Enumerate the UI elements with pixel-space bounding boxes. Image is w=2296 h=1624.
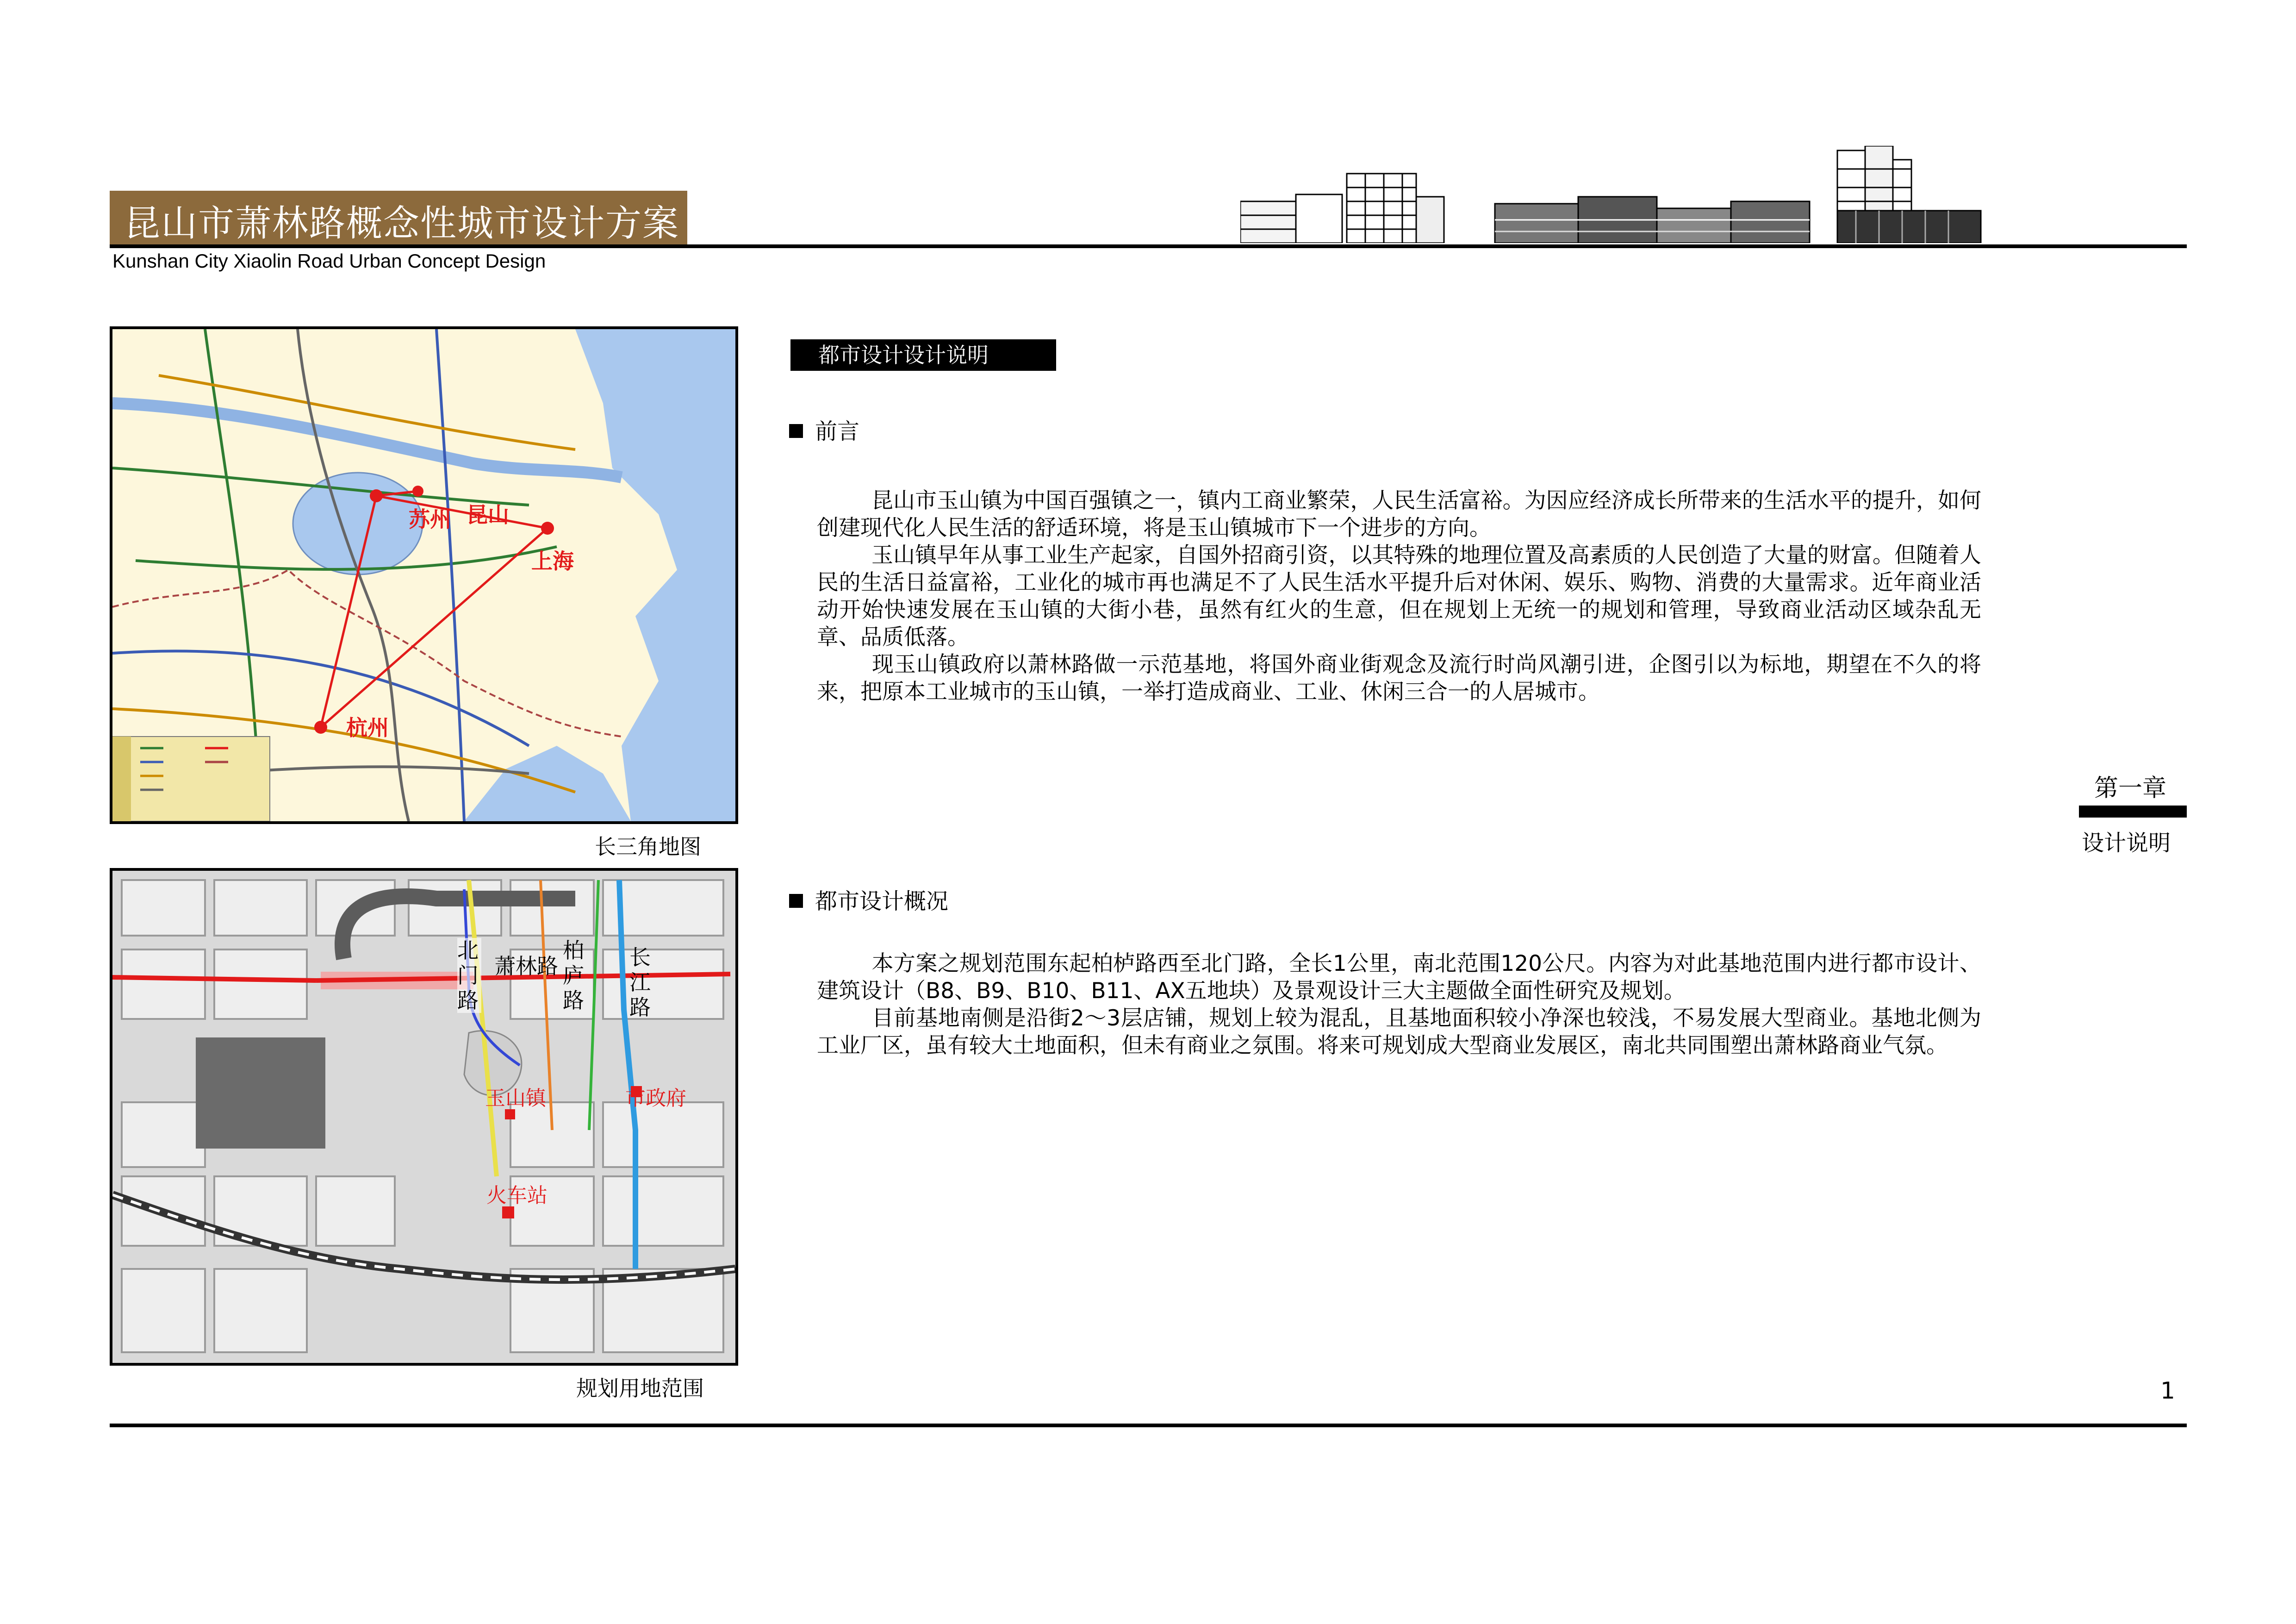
map2-caption: 规划用地范围 <box>576 1376 704 1401</box>
label-yushan-town: 玉山镇 <box>485 1087 546 1110</box>
label-kunshan: 昆山 <box>467 502 509 527</box>
chapter-title: 第一章 <box>2094 775 2167 802</box>
road-label-xiaolin: 萧林路 <box>494 954 558 979</box>
yangtze-delta-map <box>110 326 738 824</box>
label-shanghai: 上海 <box>531 549 574 574</box>
overview-heading-text: 都市设计概况 <box>815 888 949 914</box>
preface-body <box>817 487 1981 706</box>
section-label: 都市设计设计说明 <box>790 339 1056 371</box>
overview-paragraph: 本方案之规划范围东起柏栌路西至北门路，全长1公里，南北范围120公尺。内容为对此基地范围内进行都市设计、建筑设计（B8、B9、B10、B11、AX五地块）及景观设计三大主题做全面性研究及规划。 <box>817 951 1981 1004</box>
label-suzhou: 苏州 <box>409 507 451 532</box>
label-hangzhou: 杭州 <box>346 715 389 740</box>
header-rule <box>110 244 2187 248</box>
chapter-rule <box>2079 806 2187 818</box>
road-label-changjiang: 长江路 <box>629 945 651 1020</box>
overview-heading <box>789 883 948 915</box>
preface-heading-text: 前言 <box>815 418 860 444</box>
page-title: 昆山市萧林路概念性城市设计方案 <box>124 203 680 244</box>
preface-paragraph: 玉山镇早年从事工业生产起家，自国外招商引资，以其特殊的地理位置及高素质的人民创造了大量的财富。但随着人民的生活日益富裕，工业化的城市再也满足不了人民生活水平提升后对休闲、娱乐、购物、消费的大量需求。近年商业活动开始快速发展在玉山镇的大街小巷，虽然有红火的生意，但在规划上无统一的规划和管理，导致商业活动区域杂乱无章、品质低落。 <box>817 543 1981 650</box>
overview-paragraph: 目前基地南侧是沿街2～3层店铺，规划上较为混乱，且基地面积较小净深也较浅，不易发展大型商业。基地北侧为工业厂区，虽有较大土地面积，但未有商业之氛围。将来可规划成大型商业发展区，南北共同围塑出萧林路商业气氛。 <box>817 1006 1981 1058</box>
road-label-beimen: 北门路 <box>457 938 481 1013</box>
preface-paragraph: 昆山市玉山镇为中国百强镇之一，镇内工商业繁荣，人民生活富裕。为因应经济成长所带来的生活水平的提升，如何创建现代化人民生活的舒适环境，将是玉山镇城市下一个进步的方向。 <box>817 488 1981 541</box>
skyline-elevation-drawing <box>1240 146 1990 243</box>
preface-paragraph: 现玉山镇政府以萧林路做一示范基地，将国外商业街观念及流行时尚风潮引进，企图引以为标地，期望在不久的将来，把原本工业城市的玉山镇，一举打造成商业、工业、休闲三合一的人居城市。 <box>817 652 1981 705</box>
road-label-bailu: 柏庐路 <box>563 938 584 1013</box>
preface-heading <box>789 413 859 445</box>
label-train-station: 火车站 <box>486 1184 548 1207</box>
overview-body <box>817 950 1981 1059</box>
planning-area-map <box>110 868 738 1366</box>
bullet-square-icon <box>789 424 803 438</box>
page-number: 1 <box>2160 1377 2175 1404</box>
map1-caption: 长三角地图 <box>595 834 701 859</box>
footer-rule <box>110 1424 2187 1427</box>
page-subtitle: Kunshan City Xiaolin Road Urban Concept Design <box>112 250 546 272</box>
label-city-government: 市政府 <box>625 1087 686 1110</box>
chapter-subtitle: 设计说明 <box>2082 830 2171 856</box>
bullet-square-icon <box>789 894 803 908</box>
delta-map-graphic <box>112 329 735 821</box>
